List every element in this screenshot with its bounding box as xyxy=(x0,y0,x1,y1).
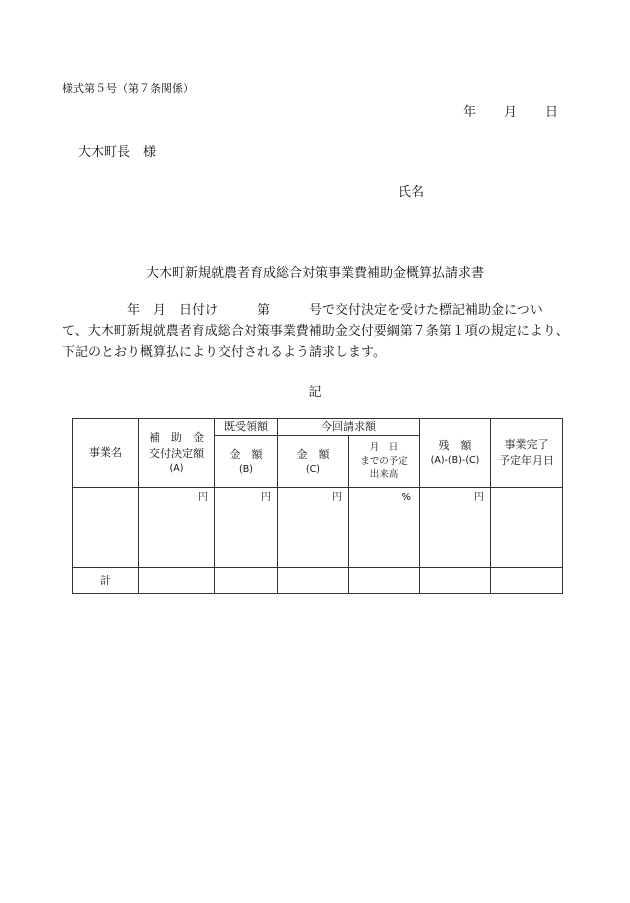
total-cell xyxy=(491,568,563,594)
header-completion-date: 事業完了 予定年月日 xyxy=(491,419,563,488)
date-line xyxy=(463,101,558,120)
ki-heading: 記 xyxy=(308,385,322,400)
cell-completion-date xyxy=(491,488,563,568)
cell-received-amount: 円 xyxy=(215,488,278,568)
total-cell xyxy=(278,568,349,594)
form-number-label: 様式第５号（第７条関係） xyxy=(62,82,194,95)
table-row xyxy=(73,488,563,568)
body-line: 年 月 日付け 第 号で交付決定を受けた標記補助金につい xyxy=(62,303,543,318)
total-label: 計 xyxy=(73,568,139,594)
header-received: 既受領額 xyxy=(215,419,278,436)
date-day: 日 xyxy=(545,105,559,120)
header-planned-progress: 月 日 までの予定 出来高 xyxy=(349,436,420,488)
total-row xyxy=(73,568,563,594)
request-body-text xyxy=(62,300,582,363)
date-year: 年 xyxy=(463,105,477,120)
addressee: 大木町長 様 xyxy=(78,145,157,160)
header-current-request: 今回請求額 xyxy=(278,419,420,436)
total-cell xyxy=(420,568,491,594)
date-month: 月 xyxy=(504,105,518,120)
cell-balance: 円 xyxy=(420,488,491,568)
cell-project-name xyxy=(73,488,139,568)
cell-grant-amount: 円 xyxy=(139,488,215,568)
header-project-name: 事業名 xyxy=(73,419,139,488)
header-received-amount: 金 額 (B) xyxy=(215,436,278,488)
header-current-amount: 金 額 (C) xyxy=(278,436,349,488)
header-balance: 残 額 (A)-(B)-(C) xyxy=(420,419,491,488)
body-line: 下記のとおり概算払により交付されるよう請求します。 xyxy=(62,345,386,360)
header-grant-decision: 補 助 金 交付決定額 (A) xyxy=(139,419,215,488)
cell-progress-percent: % xyxy=(349,488,420,568)
total-cell xyxy=(139,568,215,594)
document-title: 大木町新規就農者育成総合対策事業費補助金概算払請求書 xyxy=(145,266,484,281)
signer-name-label: 氏名 xyxy=(398,185,425,200)
total-cell xyxy=(215,568,278,594)
cell-current-amount: 円 xyxy=(278,488,349,568)
body-line: て、大木町新規就農者育成総合対策事業費補助金交付要綱第７条第１項の規定により、 xyxy=(62,324,569,339)
request-table xyxy=(72,418,563,594)
total-cell xyxy=(349,568,420,594)
